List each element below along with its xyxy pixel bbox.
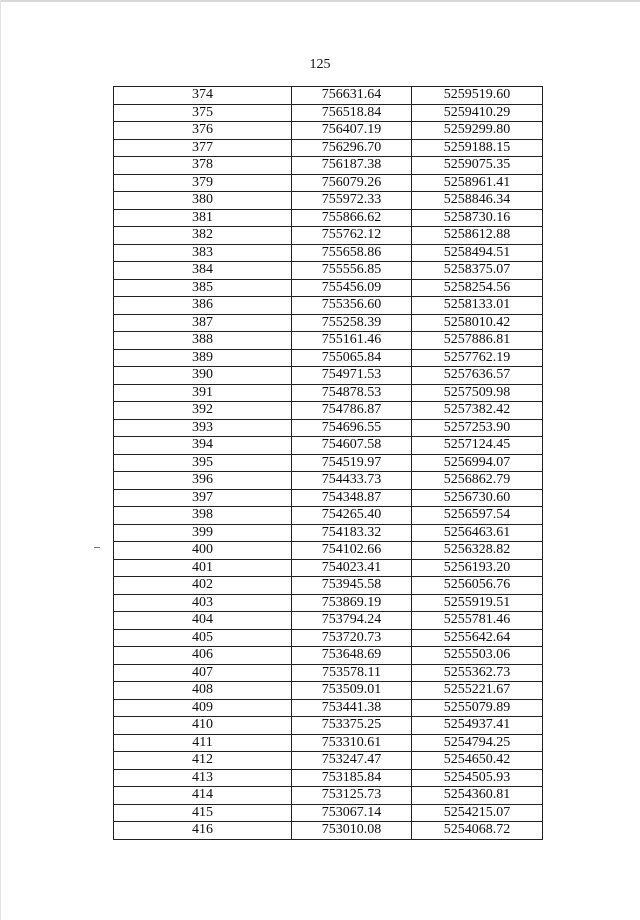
table-row [114, 367, 543, 385]
point-number-cell: 394 [114, 437, 292, 455]
point-number-cell: 392 [114, 402, 292, 420]
point-number-cell: 403 [114, 594, 292, 612]
x-coordinate-cell: 753247.47 [292, 752, 412, 770]
x-coordinate-cell: 756631.64 [292, 87, 412, 105]
x-coordinate-cell: 754971.53 [292, 367, 412, 385]
x-coordinate-cell: 753945.58 [292, 577, 412, 595]
y-coordinate-cell: 5257509.98 [412, 384, 543, 402]
table-row [114, 769, 543, 787]
x-coordinate-cell: 753648.69 [292, 647, 412, 665]
y-coordinate-cell: 5258961.41 [412, 174, 543, 192]
y-coordinate-cell: 5256193.20 [412, 559, 543, 577]
page-number: 125 [309, 57, 331, 72]
table-row [114, 174, 543, 192]
y-coordinate-cell: 5258846.34 [412, 192, 543, 210]
y-coordinate-cell: 5255221.67 [412, 682, 543, 700]
table-row [114, 787, 543, 805]
x-coordinate-cell: 753010.08 [292, 822, 412, 840]
table-row [114, 244, 543, 262]
table-row [114, 752, 543, 770]
y-coordinate-cell: 5258010.42 [412, 314, 543, 332]
point-number-cell: 389 [114, 349, 292, 367]
x-coordinate-cell: 754183.32 [292, 524, 412, 542]
x-coordinate-cell: 754433.73 [292, 472, 412, 490]
y-coordinate-cell: 5254068.72 [412, 822, 543, 840]
y-coordinate-cell: 5257382.42 [412, 402, 543, 420]
y-coordinate-cell: 5255503.06 [412, 647, 543, 665]
point-number-cell: 379 [114, 174, 292, 192]
table-row [114, 524, 543, 542]
table-row [114, 559, 543, 577]
y-coordinate-cell: 5258730.16 [412, 209, 543, 227]
y-coordinate-cell: 5259299.80 [412, 122, 543, 140]
y-coordinate-cell: 5258494.51 [412, 244, 543, 262]
table-row [114, 209, 543, 227]
x-coordinate-cell: 755356.60 [292, 297, 412, 315]
table-row [114, 262, 543, 280]
point-number-cell: 386 [114, 297, 292, 315]
x-coordinate-cell: 753310.61 [292, 734, 412, 752]
x-coordinate-cell: 755658.86 [292, 244, 412, 262]
x-coordinate-cell: 753509.01 [292, 682, 412, 700]
table-row [114, 664, 543, 682]
point-number-cell: 385 [114, 279, 292, 297]
y-coordinate-cell: 5255919.51 [412, 594, 543, 612]
table-row [114, 612, 543, 630]
y-coordinate-cell: 5257886.81 [412, 332, 543, 350]
coordinates-table-body [114, 87, 543, 840]
y-coordinate-cell: 5255079.89 [412, 699, 543, 717]
point-number-cell: 401 [114, 559, 292, 577]
point-number-cell: 383 [114, 244, 292, 262]
y-coordinate-cell: 5256056.76 [412, 577, 543, 595]
point-number-cell: 400 [114, 542, 292, 560]
table-row [114, 489, 543, 507]
table-row [114, 542, 543, 560]
x-coordinate-cell: 755972.33 [292, 192, 412, 210]
y-coordinate-cell: 5257124.45 [412, 437, 543, 455]
x-coordinate-cell: 755866.62 [292, 209, 412, 227]
point-number-cell: 416 [114, 822, 292, 840]
x-coordinate-cell: 754102.66 [292, 542, 412, 560]
x-coordinate-cell: 755762.12 [292, 227, 412, 245]
x-coordinate-cell: 753125.73 [292, 787, 412, 805]
y-coordinate-cell: 5256463.61 [412, 524, 543, 542]
x-coordinate-cell: 754607.58 [292, 437, 412, 455]
point-number-cell: 408 [114, 682, 292, 700]
point-number-cell: 380 [114, 192, 292, 210]
y-coordinate-cell: 5259188.15 [412, 139, 543, 157]
table-row [114, 804, 543, 822]
point-number-cell: 391 [114, 384, 292, 402]
y-coordinate-cell: 5259519.60 [412, 87, 543, 105]
y-coordinate-cell: 5256862.79 [412, 472, 543, 490]
point-number-cell: 398 [114, 507, 292, 525]
point-number-cell: 382 [114, 227, 292, 245]
table-row [114, 454, 543, 472]
x-coordinate-cell: 753185.84 [292, 769, 412, 787]
point-number-cell: 375 [114, 104, 292, 122]
y-coordinate-cell: 5258375.07 [412, 262, 543, 280]
table-row [114, 384, 543, 402]
y-coordinate-cell: 5254937.41 [412, 717, 543, 735]
point-number-cell: 405 [114, 629, 292, 647]
y-coordinate-cell: 5259075.35 [412, 157, 543, 175]
x-coordinate-cell: 754519.97 [292, 454, 412, 472]
y-coordinate-cell: 5254505.93 [412, 769, 543, 787]
point-number-cell: 374 [114, 87, 292, 105]
point-number-cell: 384 [114, 262, 292, 280]
y-coordinate-cell: 5259410.29 [412, 104, 543, 122]
point-number-cell: 376 [114, 122, 292, 140]
point-number-cell: 409 [114, 699, 292, 717]
x-coordinate-cell: 753067.14 [292, 804, 412, 822]
point-number-cell: 413 [114, 769, 292, 787]
table-row [114, 822, 543, 840]
x-coordinate-cell: 753375.25 [292, 717, 412, 735]
y-coordinate-cell: 5257636.57 [412, 367, 543, 385]
x-coordinate-cell: 754348.87 [292, 489, 412, 507]
table-row [114, 192, 543, 210]
table-row [114, 314, 543, 332]
table-row [114, 157, 543, 175]
x-coordinate-cell: 753578.11 [292, 664, 412, 682]
y-coordinate-cell: 5258254.56 [412, 279, 543, 297]
x-coordinate-cell: 753441.38 [292, 699, 412, 717]
point-number-cell: 406 [114, 647, 292, 665]
table-row [114, 87, 543, 105]
point-number-cell: 381 [114, 209, 292, 227]
x-coordinate-cell: 755258.39 [292, 314, 412, 332]
point-number-cell: 399 [114, 524, 292, 542]
x-coordinate-cell: 754696.55 [292, 419, 412, 437]
point-number-cell: 407 [114, 664, 292, 682]
scan-edge-top [0, 0, 640, 2]
point-number-cell: 397 [114, 489, 292, 507]
x-coordinate-cell: 756407.19 [292, 122, 412, 140]
y-coordinate-cell: 5257762.19 [412, 349, 543, 367]
x-coordinate-cell: 753794.24 [292, 612, 412, 630]
y-coordinate-cell: 5255781.46 [412, 612, 543, 630]
point-number-cell: 378 [114, 157, 292, 175]
y-coordinate-cell: 5254215.07 [412, 804, 543, 822]
point-number-cell: 402 [114, 577, 292, 595]
table-row [114, 122, 543, 140]
x-coordinate-cell: 756187.38 [292, 157, 412, 175]
table-row [114, 349, 543, 367]
table-row [114, 297, 543, 315]
table-row [114, 682, 543, 700]
scan-artifact-mark [94, 547, 100, 548]
x-coordinate-cell: 755161.46 [292, 332, 412, 350]
y-coordinate-cell: 5258133.01 [412, 297, 543, 315]
y-coordinate-cell: 5258612.88 [412, 227, 543, 245]
table-row [114, 594, 543, 612]
y-coordinate-cell: 5254360.81 [412, 787, 543, 805]
point-number-cell: 414 [114, 787, 292, 805]
x-coordinate-cell: 754023.41 [292, 559, 412, 577]
point-number-cell: 410 [114, 717, 292, 735]
y-coordinate-cell: 5256597.54 [412, 507, 543, 525]
x-coordinate-cell: 755556.85 [292, 262, 412, 280]
point-number-cell: 404 [114, 612, 292, 630]
x-coordinate-cell: 755065.84 [292, 349, 412, 367]
x-coordinate-cell: 753720.73 [292, 629, 412, 647]
x-coordinate-cell: 753869.19 [292, 594, 412, 612]
table-row [114, 734, 543, 752]
table-row [114, 419, 543, 437]
x-coordinate-cell: 754878.53 [292, 384, 412, 402]
y-coordinate-cell: 5254794.25 [412, 734, 543, 752]
table-row [114, 472, 543, 490]
table-row [114, 227, 543, 245]
y-coordinate-cell: 5256328.82 [412, 542, 543, 560]
point-number-cell: 390 [114, 367, 292, 385]
x-coordinate-cell: 756518.84 [292, 104, 412, 122]
point-number-cell: 395 [114, 454, 292, 472]
table-row [114, 279, 543, 297]
point-number-cell: 377 [114, 139, 292, 157]
coordinates-table [113, 86, 543, 840]
point-number-cell: 387 [114, 314, 292, 332]
x-coordinate-cell: 756079.26 [292, 174, 412, 192]
table-row [114, 629, 543, 647]
x-coordinate-cell: 755456.09 [292, 279, 412, 297]
point-number-cell: 411 [114, 734, 292, 752]
table-row [114, 699, 543, 717]
y-coordinate-cell: 5255362.73 [412, 664, 543, 682]
point-number-cell: 415 [114, 804, 292, 822]
y-coordinate-cell: 5254650.42 [412, 752, 543, 770]
table-row [114, 139, 543, 157]
table-row [114, 402, 543, 420]
table-row [114, 332, 543, 350]
y-coordinate-cell: 5255642.64 [412, 629, 543, 647]
table-row [114, 507, 543, 525]
x-coordinate-cell: 754786.87 [292, 402, 412, 420]
table-row [114, 437, 543, 455]
table-row [114, 104, 543, 122]
table-row [114, 717, 543, 735]
table-row [114, 577, 543, 595]
table-row [114, 647, 543, 665]
x-coordinate-cell: 756296.70 [292, 139, 412, 157]
scan-edge-left [0, 0, 1, 920]
point-number-cell: 388 [114, 332, 292, 350]
y-coordinate-cell: 5257253.90 [412, 419, 543, 437]
point-number-cell: 412 [114, 752, 292, 770]
y-coordinate-cell: 5256730.60 [412, 489, 543, 507]
point-number-cell: 396 [114, 472, 292, 490]
point-number-cell: 393 [114, 419, 292, 437]
x-coordinate-cell: 754265.40 [292, 507, 412, 525]
y-coordinate-cell: 5256994.07 [412, 454, 543, 472]
